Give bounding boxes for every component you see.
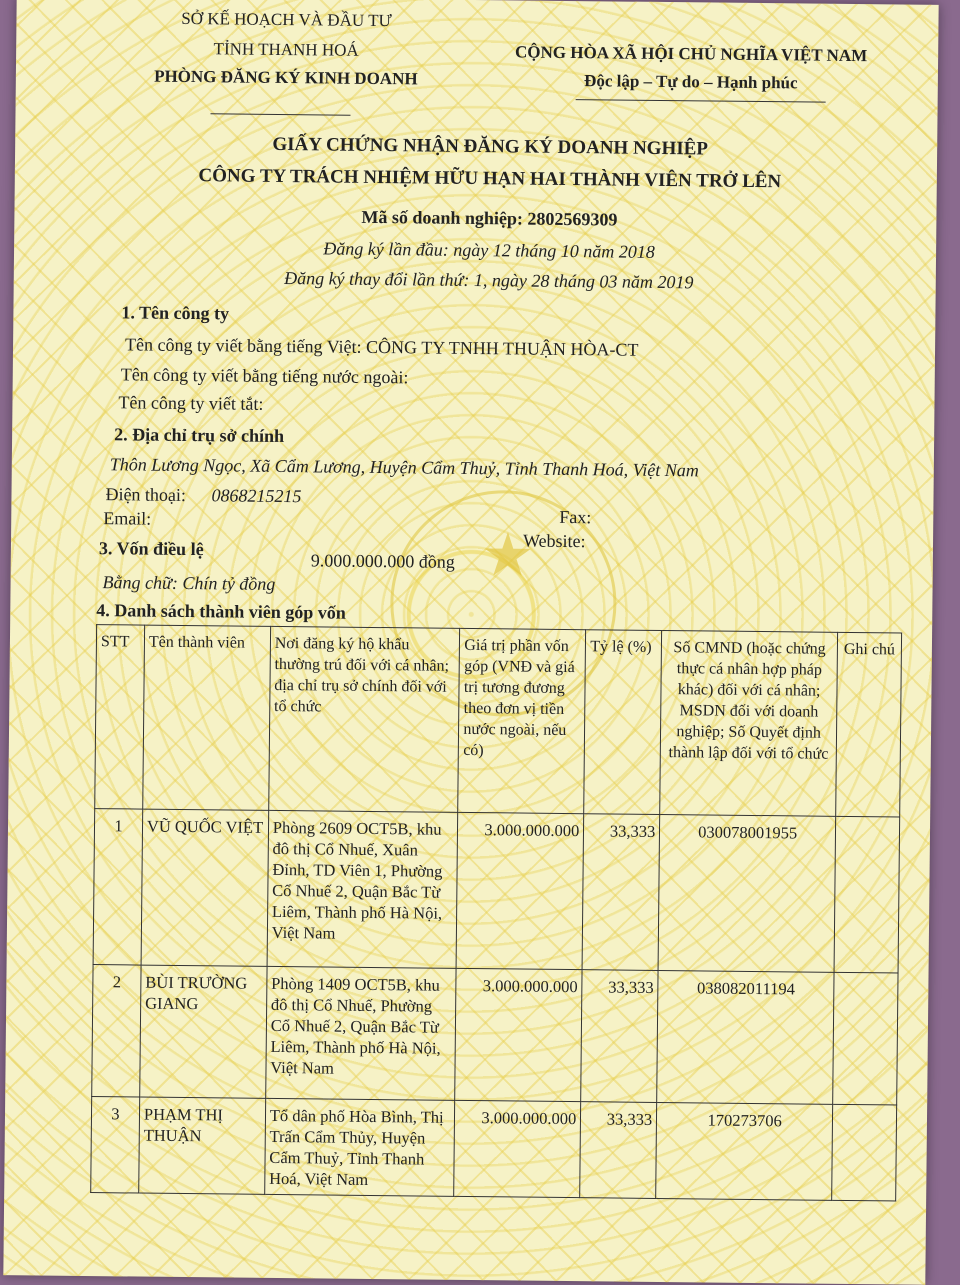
capital-in-words: Bằng chữ: Chín tỷ đồng (102, 572, 276, 594)
cell-note (832, 1104, 897, 1201)
cell-stt: 2 (92, 965, 141, 1097)
section-1-heading: 1. Tên công ty (121, 302, 230, 324)
section-3-heading: 3. Vốn điều lệ (98, 538, 204, 560)
header-member-name: Tên thành viên (143, 625, 271, 810)
cell-capital: 3.000.000.000 (454, 1100, 581, 1197)
fax-label: Fax: (559, 506, 592, 528)
issuer-underline (210, 113, 350, 115)
issuer-line-2: TỈNH THANH HOÁ (213, 39, 359, 60)
header-stt: STT (95, 625, 145, 809)
nation-title: CỘNG HÒA XÃ HỘI CHỦ NGHĨA VIỆT NAM (514, 42, 868, 66)
cell-ratio: 33,333 (581, 970, 658, 1103)
email-label: Email: (103, 508, 152, 529)
phone-value: 0868215215 (211, 485, 302, 507)
header-id: Số CMND (hoặc chứng thực cá nhân hợp pháp khác) đối với cá nhân; MSDN đối với doanh nghiệp; Số Quyết định thành lập đối với tổ chức (660, 630, 838, 816)
table-row (93, 809, 900, 973)
cell-address: Phòng 1409 OCT5B, khu đô thị Cổ Nhuế, Phường Cổ Nhuế 2, Quận Bắc Từ Liêm, Thành phố Hà Nội, Việt Nam (265, 966, 456, 1100)
cell-stt: 1 (93, 809, 143, 965)
capital-value: 9.000.000.000 đồng (310, 550, 455, 572)
change-registration: Đăng ký thay đổi lần thứ: 1, ngày 28 tháng 03 năm 2019 (284, 268, 694, 293)
first-registration: Đăng ký lần đầu: ngày 12 tháng 10 năm 2018 (323, 238, 655, 262)
issuer-line-3: PHÒNG ĐĂNG KÝ KINH DOANH (154, 66, 418, 89)
phone-label: Điện thoại: (105, 484, 187, 506)
website-label: Website: (522, 530, 586, 552)
cell-member-name: BÙI TRƯỜNG GIANG (140, 965, 267, 1098)
address: Thôn Lương Ngọc, Xã Cẩm Lương, Huyện Cẩm Thuỷ, Tỉnh Thanh Hoá, Việt Nam (109, 454, 699, 481)
cell-stt: 3 (91, 1097, 140, 1193)
cell-id: 030078001955 (658, 814, 835, 972)
foreign-name: Tên công ty viết bằng tiếng nước ngoài: (120, 364, 409, 388)
cell-capital: 3.000.000.000 (455, 968, 582, 1101)
cell-capital: 3.000.000.000 (456, 812, 584, 969)
header-capital: Giá trị phần vốn góp (VNĐ và giá trị tương đương theo đơn vị tiền nước ngoài, nếu có) (458, 628, 586, 813)
issuer-line-1: SỞ KẾ HOẠCH VÀ ĐẦU TƯ (181, 8, 392, 31)
cell-id: 170273706 (656, 1102, 833, 1200)
star-icon: ★ (480, 522, 536, 589)
header-ratio: Tỷ lệ (%) (584, 630, 662, 815)
cell-note (834, 816, 900, 973)
short-name: Tên công ty viết tắt: (118, 392, 264, 414)
cell-member-name: PHẠM THỊ THUẬN (139, 1097, 266, 1194)
certificate-title: GIẤY CHỨNG NHẬN ĐĂNG KÝ DOANH NGHIỆP (272, 133, 709, 160)
table-row (91, 1097, 897, 1201)
motto-underline (576, 99, 826, 103)
cell-member-name: VŨ QUỐC VIỆT (141, 809, 268, 966)
cell-ratio: 33,333 (582, 814, 660, 971)
header-note: Ghi chú (836, 632, 902, 817)
header-address: Nơi đăng ký hộ khẩu thường trú đối với cá nhân; địa chỉ trụ sở chính đối với tổ chức (269, 626, 461, 812)
cell-note (833, 972, 898, 1105)
section-4-heading: 4. Danh sách thành viên góp vốn (96, 600, 346, 623)
certificate-page (3, 0, 938, 1285)
members-table (90, 624, 902, 1201)
cell-address: Phòng 2609 OCT5B, khu đô thị Cổ Nhuế, Xuân Đỉnh, TD Viên 1, Phường Cổ Nhuế 2, Quận Bắc Từ Liêm, Thành phố Hà Nội, Việt Nam (267, 810, 458, 968)
company-type: CÔNG TY TRÁCH NHIỆM HỮU HẠN HAI THÀNH VIÊN TRỞ LÊN (198, 165, 782, 193)
nation-motto: Độc lập – Tự do – Hạnh phúc (584, 71, 798, 93)
cell-address: Tổ dân phố Hòa Bình, Thị Trấn Cẩm Thủy, Huyện Cẩm Thuỷ, Tỉnh Thanh Hoá, Việt Nam (264, 1098, 455, 1196)
cell-id: 038082011194 (657, 970, 834, 1104)
table-header-row (95, 625, 902, 817)
cell-ratio: 33,333 (580, 1102, 657, 1199)
table-row (92, 965, 898, 1105)
enterprise-code: Mã số doanh nghiệp: 2802569309 (361, 206, 618, 230)
vietnamese-name: Tên công ty viết bằng tiếng Việt: CÔNG TY TNHH THUẬN HÒA-CT (124, 334, 639, 360)
section-2-heading: 2. Địa chỉ trụ sở chính (114, 424, 285, 447)
